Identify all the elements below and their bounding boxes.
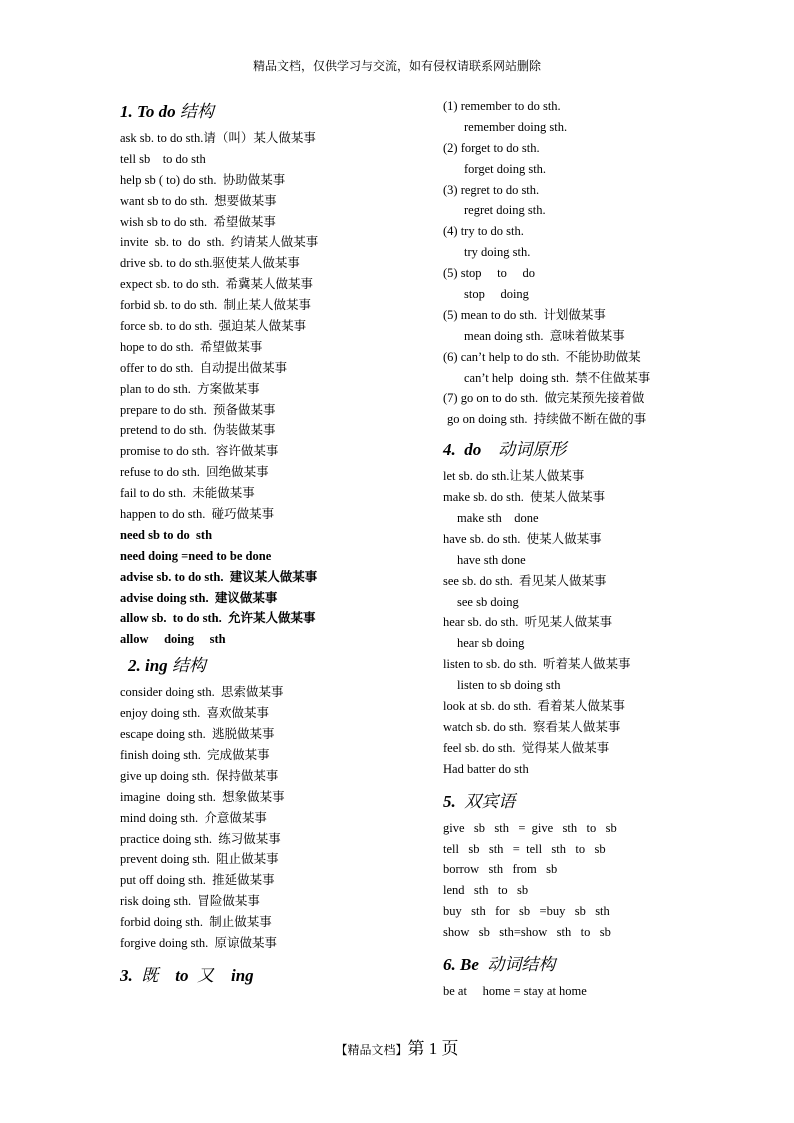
- list-item: (2) forget to do sth.: [443, 140, 540, 155]
- list-item: advise sb. to do sth. 建议某人做某事: [120, 569, 318, 584]
- list-item: give sb sth = give sth to sb: [443, 820, 617, 835]
- list-item: help sb ( to) do sth. 协助做某事: [120, 172, 286, 187]
- page-footer: [0, 1034, 794, 1059]
- list-item: hear sb. do sth. 听见某人做某事: [443, 615, 613, 630]
- list-item: lend sth to sb: [443, 883, 529, 898]
- list-item: stop doing: [464, 287, 529, 302]
- list-item: have sb. do sth. 使某人做某事: [443, 531, 602, 546]
- list-item: practice doing sth. 练习做某事: [120, 831, 281, 846]
- list-item: allow sb. to do sth. 允许某人做某事: [120, 611, 316, 626]
- list-item: (3) regret to do sth.: [443, 182, 540, 197]
- section-5-list: [443, 818, 743, 943]
- list-item: want sb to do sth. 想要做某事: [120, 193, 277, 208]
- list-item: mean doing sth. 意味着做某事: [464, 328, 625, 343]
- list-item: pretend to do sth. 伪装做某事: [120, 423, 276, 438]
- list-item: listen to sb doing sth: [457, 678, 561, 693]
- list-item: show sb sth=show sth to sb: [443, 925, 611, 940]
- list-item: make sb. do sth. 使某人做某事: [443, 490, 606, 505]
- list-item: mind doing sth. 介意做某事: [120, 810, 267, 825]
- section-1-bold-list: [120, 525, 420, 650]
- list-item: see sb. do sth. 看见某人做某事: [443, 573, 607, 588]
- list-item: make sth done: [457, 511, 539, 526]
- section-heading-3: 3. 既 to 又 ing: [120, 965, 254, 986]
- list-item: offer to do sth. 自动提出做某事: [120, 360, 288, 375]
- list-item: tell sb sth = tell sth to sb: [443, 841, 606, 856]
- list-item: forbid doing sth. 制止做某事: [120, 915, 272, 930]
- list-item: tell sb to do sth: [120, 151, 206, 166]
- list-item: (5) stop to do: [443, 266, 536, 281]
- list-item: forget doing sth.: [464, 161, 547, 176]
- left-column: [120, 96, 420, 992]
- list-item: hope to do sth. 希望做某事: [120, 339, 263, 354]
- list-item: expect sb. to do sth. 希冀某人做某事: [120, 277, 314, 292]
- list-item: listen to sb. do sth. 听着某人做某事: [443, 657, 631, 672]
- list-item: watch sb. do sth. 察看某人做某事: [443, 719, 621, 734]
- list-item: regret doing sth.: [464, 203, 546, 218]
- list-item: happen to do sth. 碰巧做某事: [120, 507, 275, 522]
- right-column: [443, 96, 743, 1002]
- list-item: prevent doing sth. 阻止做某事: [120, 852, 279, 867]
- section-3-list: [443, 96, 743, 430]
- section-4-list: [443, 466, 743, 779]
- list-item: need doing =need to be done: [120, 548, 272, 563]
- list-item: (5) mean to do sth. 计划做某事: [443, 307, 606, 322]
- list-item: look at sb. do sth. 看着某人做某事: [443, 699, 625, 714]
- list-item: risk doing sth. 冒险做某事: [120, 894, 260, 909]
- list-item: promise to do sth. 容许做某事: [120, 444, 279, 459]
- list-item: advise doing sth. 建议做某事: [120, 590, 278, 605]
- list-item: finish doing sth. 完成做某事: [120, 747, 270, 762]
- list-item: give up doing sth. 保持做某事: [120, 768, 279, 783]
- list-item: (6) can’t help to do sth. 不能协助做某: [443, 349, 641, 364]
- list-item: hear sb doing: [457, 636, 525, 651]
- list-item: remember doing sth.: [464, 119, 568, 134]
- list-item: have sth done: [457, 552, 526, 567]
- section-heading-2: 2. ing 结构: [128, 656, 206, 677]
- page-header: 精品文档，仅供学习与交流，如有侵权请联系网站删除: [252, 59, 541, 73]
- list-item: borrow sth from sb: [443, 862, 558, 877]
- list-item: (7) go on to do sth. 做完某预先接着做: [443, 391, 645, 406]
- list-item: go on doing sth. 持续做不断在做的事: [447, 412, 647, 427]
- list-item: wish sb to do sth. 希望做某事: [120, 214, 276, 229]
- section-heading-1: 1. To do 结构: [120, 102, 214, 122]
- section-heading-4: 4. do 动词原形: [443, 440, 567, 461]
- list-item: force sb. to do sth. 强迫某人做某事: [120, 319, 307, 334]
- list-item: (4) try to do sth.: [443, 224, 524, 239]
- list-item: buy sth for sb =buy sb sth: [443, 904, 610, 919]
- list-item: feel sb. do sth. 觉得某人做某事: [443, 740, 610, 755]
- list-item: let sb. do sth.让某人做某事: [443, 469, 585, 484]
- list-item: refuse to do sth. 回绝做某事: [120, 465, 269, 480]
- footer-tag: 【精品文档】: [335, 1043, 408, 1057]
- list-item: put off doing sth. 推延做某事: [120, 873, 275, 888]
- list-item: plan to do sth. 方案做某事: [120, 381, 260, 396]
- list-item: fail to do sth. 未能做某事: [120, 486, 255, 501]
- list-item: need sb to do sth: [120, 527, 213, 542]
- list-item: consider doing sth. 思索做某事: [120, 685, 284, 700]
- section-2-list: [120, 682, 420, 954]
- list-item: forgive doing sth. 原谅做某事: [120, 935, 278, 950]
- list-item: invite sb. to do sth. 约请某人做某事: [120, 235, 319, 250]
- list-item: enjoy doing sth. 喜欢做某事: [120, 706, 269, 721]
- list-item: escape doing sth. 逃脱做某事: [120, 727, 275, 742]
- list-item: forbid sb. to do sth. 制止某人做某事: [120, 298, 311, 313]
- list-item: prepare to do sth. 预备做某事: [120, 402, 276, 417]
- list-item: drive sb. to do sth.驱使某人做某事: [120, 256, 300, 271]
- list-item: allow doing sth: [120, 632, 226, 647]
- page-number: 第 1 页: [407, 1039, 459, 1058]
- section-1-list: [120, 128, 420, 525]
- section-6-list: [443, 981, 743, 1002]
- list-item: be at home = stay at home: [443, 983, 587, 998]
- list-item: (1) remember to do sth.: [443, 99, 561, 113]
- list-item: see sb doing: [457, 594, 519, 609]
- list-item: imagine doing sth. 想象做某事: [120, 789, 285, 804]
- list-item: Had batter do sth: [443, 761, 529, 776]
- list-item: can’t help doing sth. 禁不住做某事: [464, 370, 651, 385]
- section-heading-6: 6. Be 动词结构: [443, 954, 556, 975]
- list-item: try doing sth.: [464, 245, 531, 260]
- section-heading-5: 5. 双宾语: [443, 791, 516, 812]
- list-item: ask sb. to do sth.请（叫）某人做某事: [120, 131, 316, 145]
